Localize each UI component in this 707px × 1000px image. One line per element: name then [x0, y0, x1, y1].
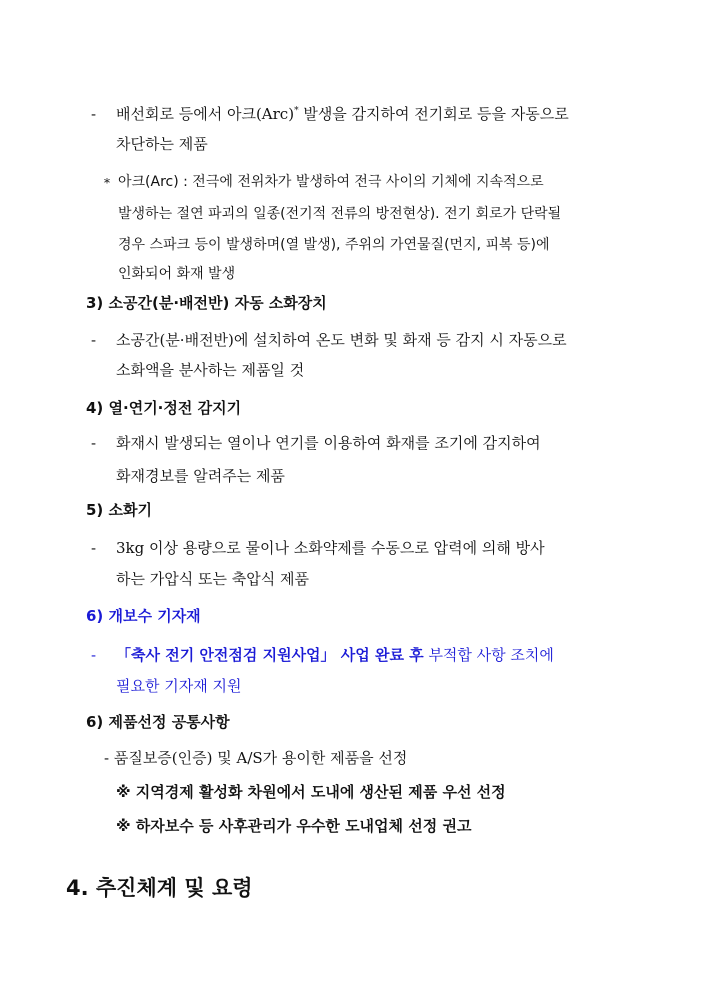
bullet-dash: -	[91, 105, 97, 123]
text-segment: 배선회로 등에서 아크(Arc)	[116, 105, 295, 123]
section-4-line-1: 화재시 발생되는 열이나 연기를 이용하여 화재를 조기에 감지하여	[116, 434, 541, 452]
text-segment: 부적합 사항 조치에	[423, 646, 554, 664]
footnote-star: *	[104, 176, 110, 190]
footnote-line-3: 경우 스파크 등이 발생하며(열 발생), 주위의 가연물질(먼지, 피복 등)에	[118, 237, 550, 253]
bullet-dash: -	[91, 539, 97, 557]
bullet-dash: -	[91, 331, 97, 349]
section-7-note-1: ※ 지역경제 활성화 차원에서 도내에 생산된 제품 우선 선정	[116, 783, 506, 801]
footnote-line-4: 인화되어 화재 발생	[118, 266, 236, 282]
bullet-dash: -	[91, 646, 97, 664]
section-7-heading: 6) 제품선정 공통사항	[86, 713, 230, 731]
chapter-4-heading: 4. 추진체계 및 요령	[66, 876, 253, 900]
section-6-line-1	[116, 645, 554, 665]
section-5-line-1: 3kg 이상 용량으로 물이나 소화약제를 수동으로 압력에 의해 방사	[116, 539, 545, 557]
section-6-line-2: 필요한 기자재 지원	[116, 677, 242, 695]
footnote-line-2: 발생하는 절연 파괴의 일종(전기적 전류의 방전현상). 전기 회로가 단락될	[118, 206, 562, 222]
text-segment: 발생을 감지하여 전기회로 등을 자동으로	[298, 105, 569, 123]
footnote-mark: *	[294, 106, 299, 116]
text-segment-bold: 「축사 전기 안전점검 지원사업」 사업 완료 후	[116, 646, 424, 664]
footnote-line-1: 아크(Arc) : 전극에 전위차가 발생하여 전극 사이의 기체에 지속적으로	[118, 174, 544, 190]
bullet-dash: -	[91, 434, 97, 452]
section-6-heading: 6) 개보수 기자재	[86, 607, 201, 625]
arc-detector-line-1	[116, 104, 569, 124]
section-3-line-1: 소공간(분·배전반)에 설치하여 온도 변화 및 화재 등 감지 시 자동으로	[116, 331, 567, 349]
section-7-note-2: ※ 하자보수 등 사후관리가 우수한 도내업체 선정 권고	[116, 817, 472, 835]
section-3-heading: 3) 소공간(분·배전반) 자동 소화장치	[86, 294, 327, 312]
section-4-line-2: 화재경보를 알려주는 제품	[116, 467, 285, 485]
section-5-line-2: 하는 가압식 또는 축압식 제품	[116, 570, 309, 588]
section-7-line-1: - 품질보증(인증) 및 A/S가 용이한 제품을 선정	[104, 749, 408, 767]
section-3-line-2: 소화액을 분사하는 제품일 것	[116, 361, 305, 379]
section-4-heading: 4) 열·연기·정전 감지기	[86, 399, 242, 417]
section-5-heading: 5) 소화기	[86, 501, 152, 519]
arc-detector-line-2: 차단하는 제품	[116, 135, 208, 153]
